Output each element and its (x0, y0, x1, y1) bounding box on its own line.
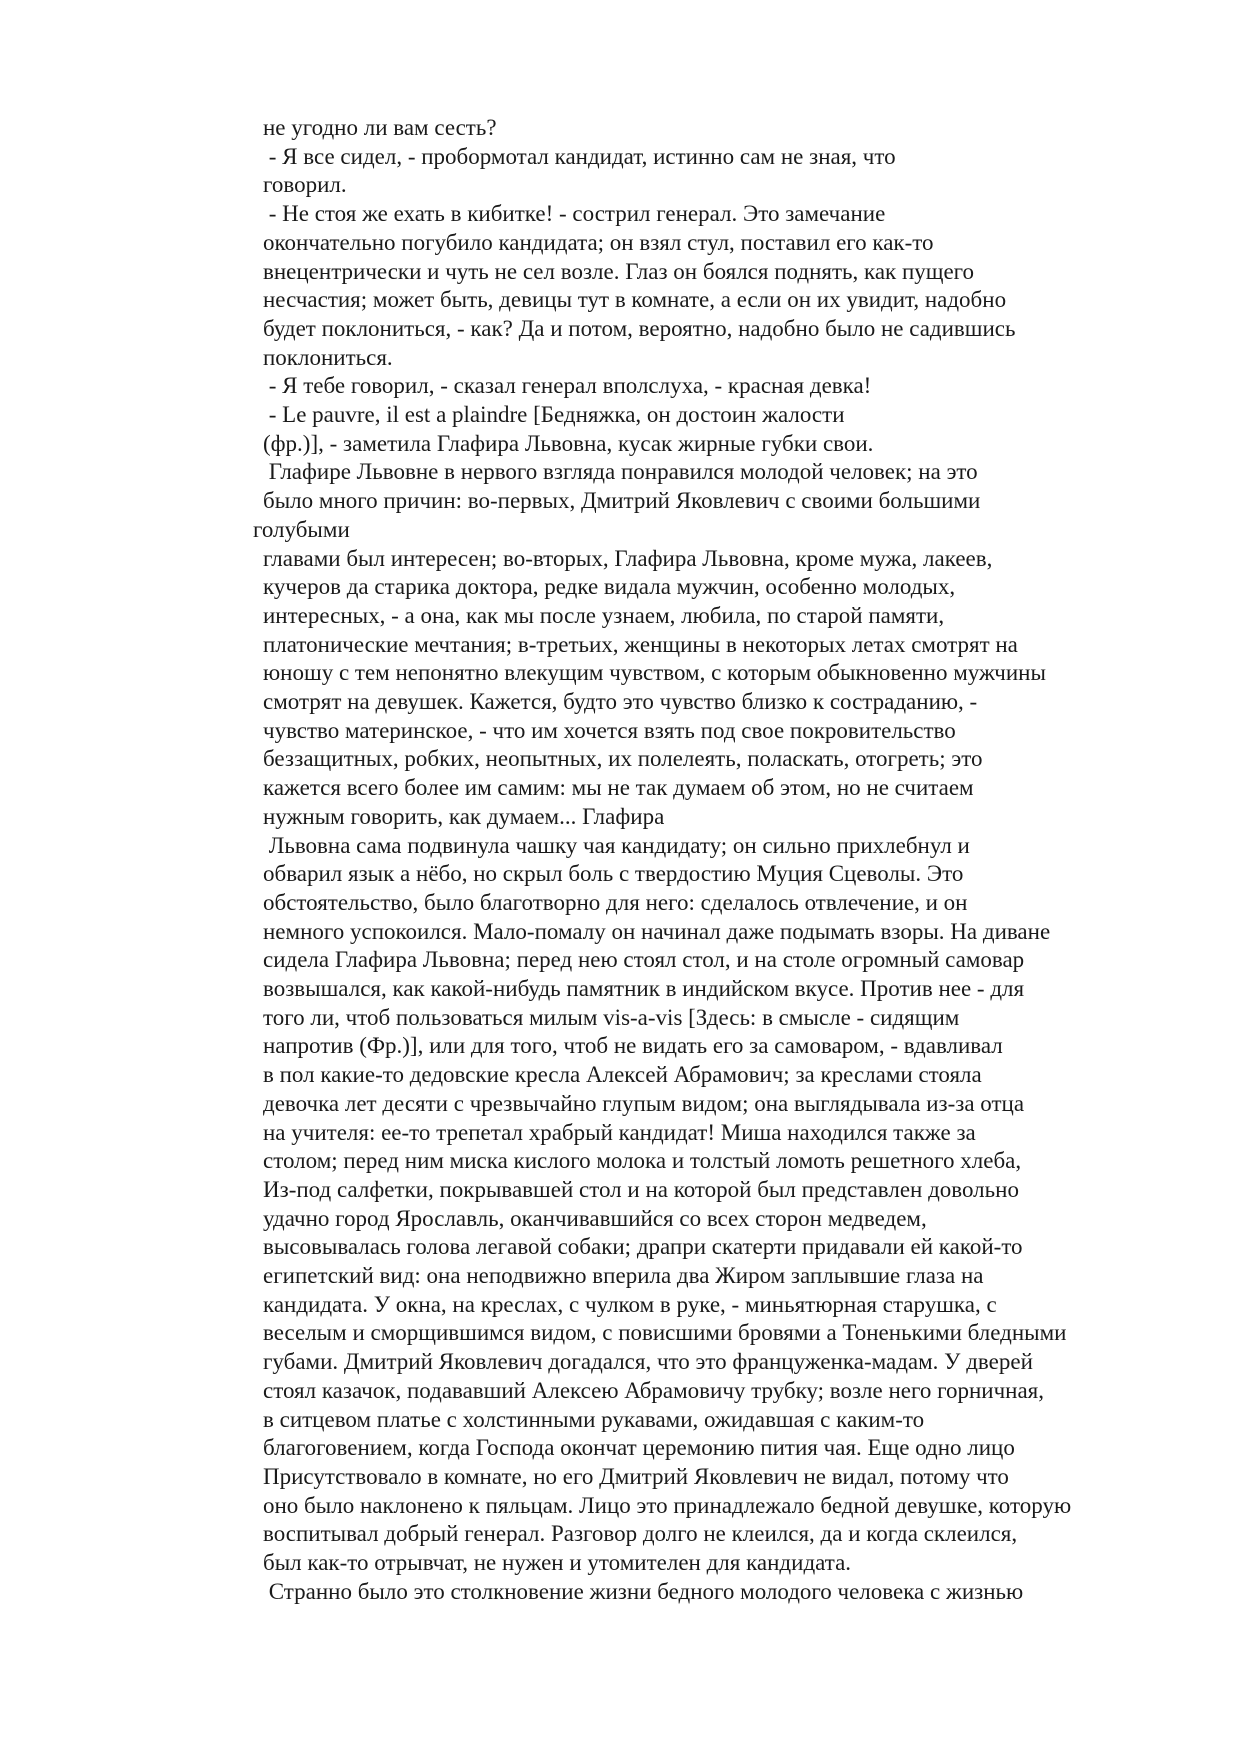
text-line: интересных, - а она, как мы после узнаем, любила, по старой памяти, (263, 602, 945, 628)
text-line: Присутствовало в комнате, но его Дмитрий Яковлевич не видал, потому что (263, 1463, 1009, 1489)
text-line: обварил язык а нёбо, но скрыл боль с твердостию Муция Сцеволы. Это (263, 861, 964, 887)
text-line: Львовна сама подвинула чашку чая кандидату; он сильно прихлебнул и (263, 832, 970, 858)
text-line: стоял казачок, подававший Алексею Абрамовичу трубку; возле него горничная, (263, 1377, 1045, 1403)
text-line: окончательно погубило кандидата; он взял стул, поставил его как-то (263, 229, 934, 255)
text-line: в пол какие-то дедовские кресла Алексей Абрамович; за креслами стояла (263, 1062, 982, 1088)
text-line: внецентрически и чуть не сел возле. Глаз он боялся поднять, как пущего (263, 258, 975, 284)
text-line: будет поклониться, - как? Да и потом, вероятно, надобно было не садившись (263, 315, 1016, 341)
text-line: кучеров да старика доктора, редке видала мужчин, особенно молодых, (263, 574, 956, 600)
text-line: оно было наклонено к пяльцам. Лицо это принадлежало бедной девушке, которую (263, 1492, 1072, 1518)
text-line: столом; перед ним миска кислого молока и толстый ломоть решетного хлеба, (263, 1148, 1022, 1174)
text-line: обстоятельство, было благотворно для него: сделалось отвлечение, и он (263, 889, 968, 915)
text-line: поклониться. (263, 344, 393, 370)
text-line: того ли, чтоб пользоваться милым vis-a-vis [Здесь: в смысле - сидящим (263, 1004, 960, 1030)
text-line: девочка лет десяти с чрезвычайно глупым видом; она выглядывала из-за отца (263, 1090, 1025, 1116)
text-line: воспитывал добрый генерал. Разговор долго не клеился, да и когда склеился, (263, 1521, 1018, 1547)
text-line: Глафире Львовне в нервого взгляда понравился молодой человек; на это (263, 459, 978, 485)
text-line: чувство материнское, - что им хочется взять под свое покровительство (263, 717, 956, 743)
text-line: на учителя: ее-то трепетал храбрый кандидат! Миша находился также за (263, 1119, 976, 1145)
text-line: говорил. (263, 172, 347, 198)
text-line: голубыми (253, 516, 350, 542)
text-line: главами был интересен; во-вторых, Глафира Львовна, кроме мужа, лакеев, (263, 545, 993, 571)
text-line: нужным говорить, как думаем... Глафира (263, 803, 665, 829)
text-line: благоговением, когда Господа окончат церемонию пития чая. Еще одно лицо (263, 1435, 1015, 1461)
text-line: беззащитных, робких, неопытных, их полелеять, поласкать, отогреть; это (263, 746, 983, 772)
text-line: юношу с тем непонятно влекущим чувством, с которым обыкновенно мужчины (263, 660, 1046, 686)
text-line: Из-под салфетки, покрывавшей стол и на которой был представлен довольно (263, 1176, 1019, 1202)
text-line: веселым и сморщившимся видом, с повисшими бровями а Тоненькими бледными (263, 1320, 1067, 1346)
text-line: - Не стоя же ехать в кибитке! - сострил генерал. Это замечание (263, 201, 886, 227)
text-line: - Я тебе говорил, - сказал генерал вполслуха, - красная девка! (263, 373, 872, 399)
text-line: - Le pauvre, il est a plaindre [Бедняжка, он достоин жалости (263, 402, 845, 427)
text-line: кандидата. У окна, на креслах, с чулком в руке, - миньятюрная старушка, с (263, 1291, 997, 1317)
text-line: - Я все сидел, - пробормотал кандидат, истинно сам не зная, что (263, 143, 896, 169)
text-line: платонические мечтания; в-третьих, женщины в некоторых летах смотрят на (263, 631, 1018, 657)
text-line: немного успокоился. Мало-помалу он начинал даже подымать взоры. На диване (263, 918, 1051, 944)
text-line: (фр.)], - заметила Глафира Львовна, кусак жирные губки свои. (263, 430, 874, 456)
text-line: высовывалась голова легавой собаки; драпри скатерти придавали ей какой-то (263, 1234, 1023, 1260)
text-line: смотрят на девушек. Кажется, будто это чувство близко к состраданию, - (263, 689, 978, 714)
text-line: Странно было это столкновение жизни бедного молодого человека с жизнью (263, 1578, 1024, 1604)
text-line: губами. Дмитрий Яковлевич догадался, что это француженка-мадам. У дверей (263, 1349, 1033, 1375)
text-line: не угодно ли вам сесть? (263, 115, 497, 140)
text-line: было много причин: во-первых, Дмитрий Яковлевич с своими большими (263, 488, 981, 514)
text-line: египетский вид: она неподвижно вперила два Жиром заплывшие глаза на (263, 1263, 984, 1288)
text-line: несчастия; может быть, девицы тут в комнате, а если он их увидит, надобно (263, 287, 1007, 313)
text-line: был как-то отрывчат, не нужен и утомителен для кандидата. (263, 1550, 852, 1575)
text-line: кажется всего более им самим: мы не так думаем об этом, но не считаем (263, 775, 974, 801)
text-line: в ситцевом платье с холстинными рукавами, ожидавшая с каким-то (263, 1406, 925, 1432)
text-line: напротив (Фр.)], или для того, чтоб не видать его за самоваром, - вдавливал (263, 1033, 1003, 1059)
text-line: сидела Глафира Львовна; перед нею стоял стол, и на столе огромный самовар (263, 947, 1025, 973)
text-line: удачно город Ярославль, оканчивавшийся со всех сторон медведем, (263, 1205, 927, 1231)
text-line: возвышался, как какой-нибудь памятник в индийском вкусе. Против нее - для (263, 976, 1025, 1001)
